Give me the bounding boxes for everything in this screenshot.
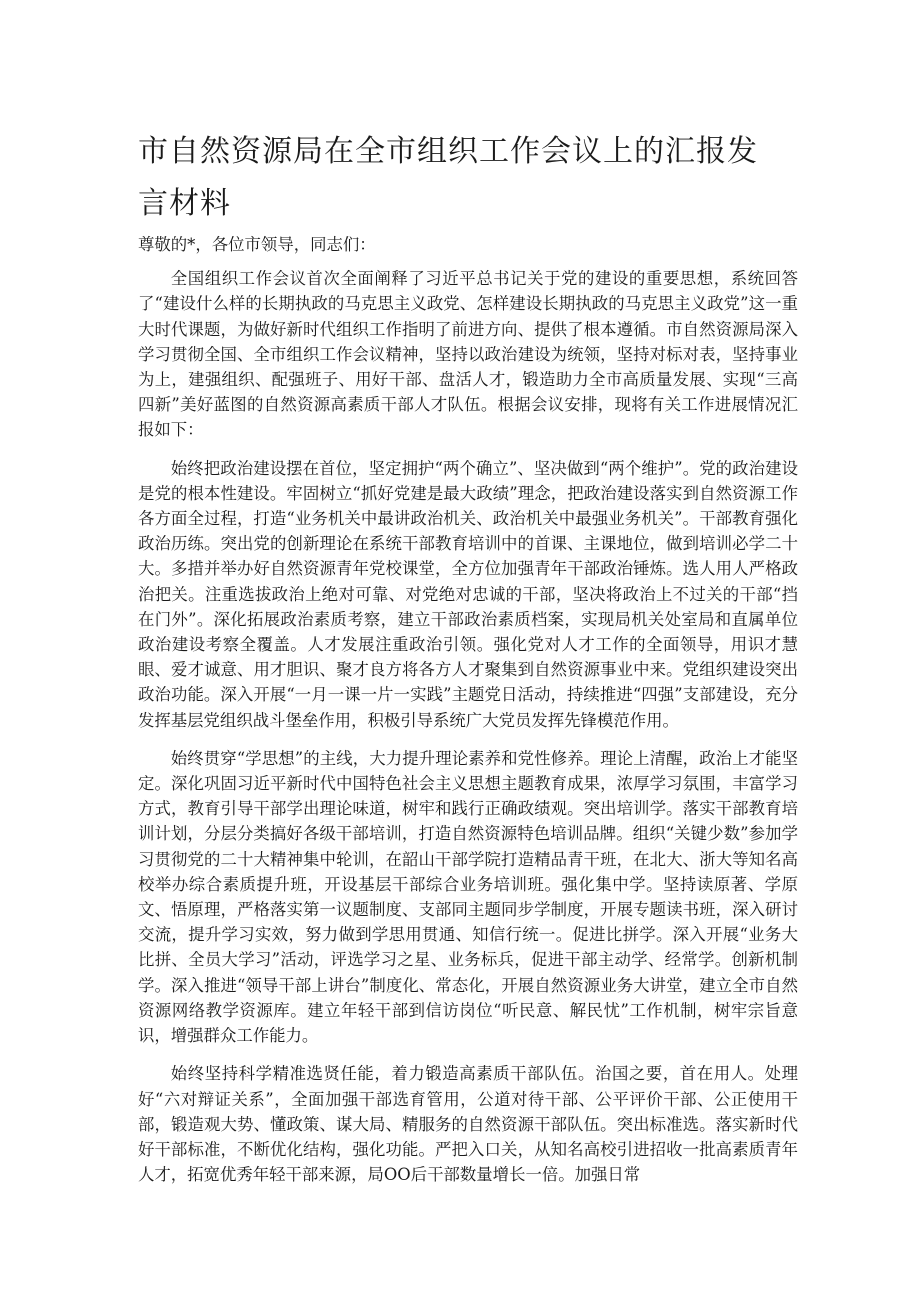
document-body (138, 232, 798, 1200)
salutation: 尊敬的*，各位市领导，同志们： (138, 235, 376, 254)
paragraph-political-building: 始终把政治建设摆在首位，坚定拥护“两个确立”、坚决做到“两个维护”。党的政治建设是党的根本性建设。牢固树立“抓好党建是最大政绩”理念，把政治建设落实到自然资源工作各方面全过程，打造“业务机关中最讲政治机关、政治机关中最强业务机关”。干部教育强化政治历练。突出党的创新理论在系统干部教育培训中的首课、主课地位，做到培训必学二十大。多措并举办好自然资源青年党校课堂，全方位加强青年干部政治锤炼。选人用人严格政治把关。注重选拔政治上绝对可靠、对党绝对忠诚的干部，坚决将政治上不过关的干部“挡在门外”。深化拓展政治素质考察，建立干部政治素质档案，实现局机关处室局和直属单位政治建设考察全覆盖。人才发展注重政治引领。强化党对人才工作的全面领导，用识才慧眼、爱才诚意、用才胆识、聚才良方将各方人才聚集到自然资源事业中来。党组织建设突出政治功能。深入开展“一月一课一片一实践”主题党日活动，持续推进“四强”支部建设，充分发挥基层党组织战斗堡垒作用，积极引导系统广大党员发挥先锋模范作用。 (138, 458, 798, 730)
paragraph-cadre-selection: 始终坚持科学精准选贤任能，着力锻造高素质干部队伍。治国之要，首在用人。处理好“六对辩证关系”，全面加强干部选育管用，公道对待干部、公平评价干部、公正使用干部，锻造观大势、懂政策、谋大局、精服务的自然资源干部队伍。突出标准选。落实新时代好干部标准，不断优化结构，强化功能。严把入口关，从知名高校引进招收一批高素质青年人才，拓宽优秀年轻干部来源，局OO后干部数量增长一倍。加强日常 (138, 1064, 798, 1185)
paragraph-intro: 全国组织工作会议首次全面阐释了习近平总书记关于党的建设的重要思想，系统回答了“建设什么样的长期执政的马克思主义政党、怎样建设长期执政的马克思主义政党”这一重大时代课题，为做好新时代组织工作指明了前进方向、提供了根本遵循。市自然资源局深入学习贯彻全国、全市组织工作会议精神，坚持以政治建设为统领，坚持对标对表，坚持事业为上，建强组织、配强班子、用好干部、盘活人才，锻造助力全市高质量发展、实现“三高四新”美好蓝图的自然资源高素质干部人才队伍。根据会议安排，现将有关工作进展情况汇报如下： (138, 269, 798, 440)
paragraph-study-thought: 始终贯穿“学思想”的主线，大力提升理论素养和党性修养。理论上清醒，政治上才能坚定。深化巩固习近平新时代中国特色社会主义思想主题教育成果，浓厚学习氛围，丰富学习方式，教育引导干部学出理论味道，树牢和践行正确政绩观。突出培训学。落实干部教育培训计划，分层分类搞好各级干部培训，打造自然资源特色培训品牌。组织“关键少数”参加学习贯彻党的二十大精神集中轮训，在韶山干部学院打造精品青干班，在北大、浙大等知名高校举办综合素质提升班，开设基层干部综合业务培训班。强化集中学。坚持读原著、学原文、悟原理，严格落实第一议题制度、支部同主题同步学制度，开展专题读书班，深入研讨交流，提升学习实效，努力做到学思用贯通、知信行统一。促进比拼学。深入开展“业务大比拼、全员大学习”活动，评选学习之星、业务标兵，促进干部主动学、经常学。创新机制学。深入推进“领导干部上讲台”制度化、常态化，开展自然资源业务大讲堂，建立全市自然资源网络教学资源库。建立年轻干部到信访岗位“听民意、解民忧”工作机制，树牢宗旨意识，增强群众工作能力。 (138, 748, 798, 1046)
document-title: 市自然资源局在全市组织工作会议上的汇报发言材料 (138, 134, 758, 221)
